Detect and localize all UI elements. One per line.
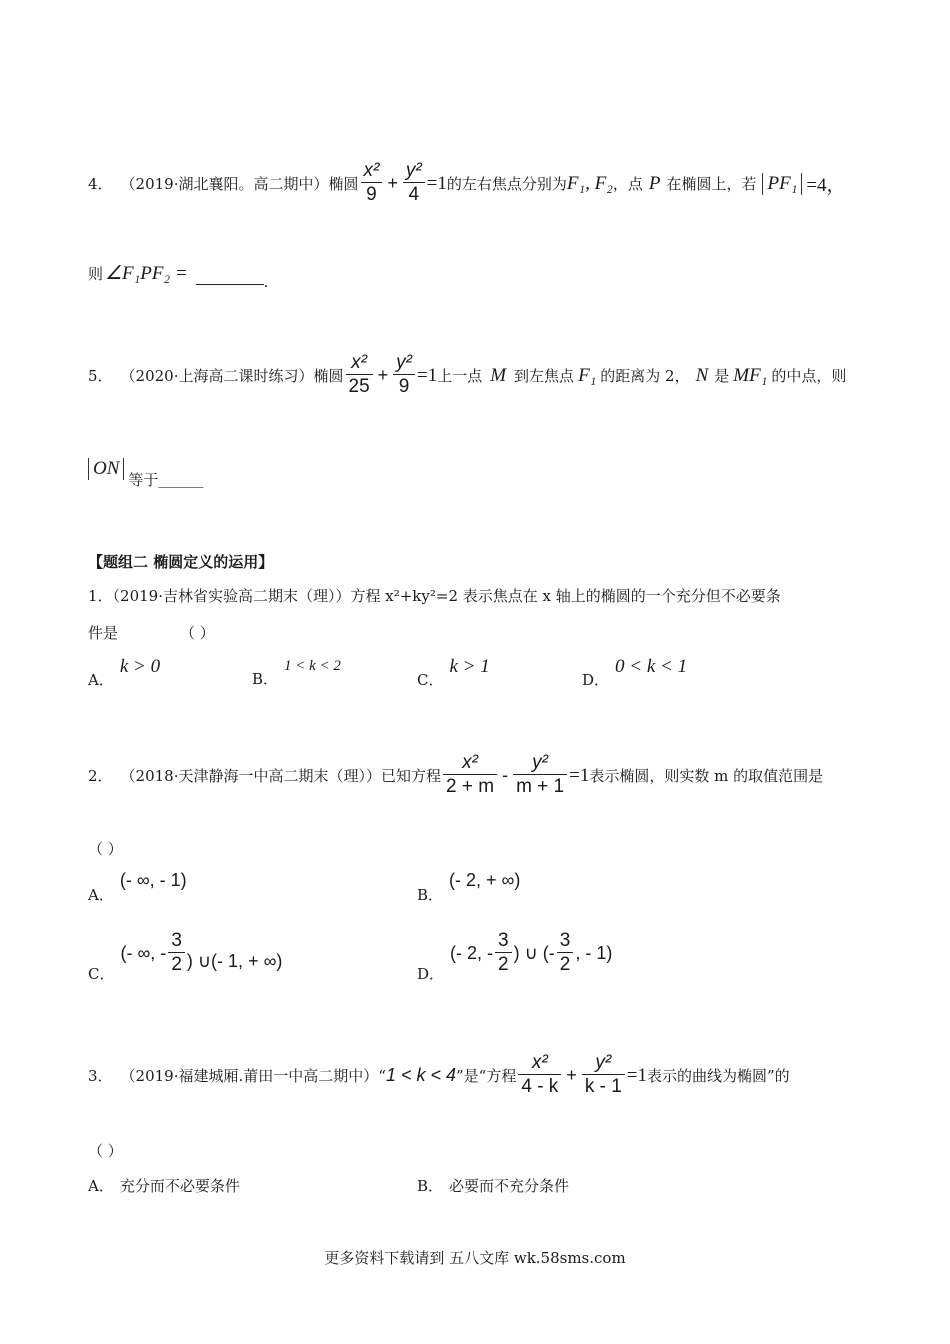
footer: 更多资料下载请到 五八文库 wk.58sms.com bbox=[324, 1249, 626, 1267]
text: 表示的曲线为椭圆”的 bbox=[646, 1067, 790, 1085]
option-math: ) ∪ (- bbox=[513, 943, 555, 963]
text: ，点 bbox=[612, 175, 643, 193]
answer-blank[interactable]: ______ bbox=[158, 470, 204, 488]
option-text: 充分而不必要条件 bbox=[119, 1177, 240, 1195]
text: 表示椭圆，则实数 m 的取值范围是 bbox=[589, 767, 824, 785]
equation-rhs: =1 bbox=[416, 364, 438, 386]
equation-rhs: =1 bbox=[626, 1064, 647, 1086]
question-number: 3． bbox=[88, 1067, 113, 1085]
math-segment: MF₁ bbox=[733, 364, 768, 386]
option-label: D． bbox=[417, 965, 445, 983]
option-math: , - 1) bbox=[575, 943, 613, 963]
text: 的中点，则 bbox=[771, 367, 847, 385]
math-abs: ON bbox=[88, 458, 124, 480]
text: 到左焦点 bbox=[514, 367, 575, 385]
question-5-line2 bbox=[88, 458, 204, 489]
text: 的距离为 2， bbox=[600, 367, 690, 385]
question-number: 2． bbox=[88, 767, 113, 785]
option-label: D． bbox=[582, 670, 610, 689]
option-c[interactable] bbox=[88, 930, 283, 983]
option-label: B． bbox=[252, 670, 279, 688]
group2-q2 bbox=[88, 752, 823, 799]
fraction: $\frac{\text{x²}}{9}$ bbox=[361, 160, 383, 207]
option-label: C． bbox=[88, 965, 115, 983]
answer-paren: （ ） bbox=[88, 840, 123, 858]
option-label: C． bbox=[417, 670, 444, 689]
option-d[interactable] bbox=[417, 930, 613, 983]
math-focus: F₁ bbox=[578, 364, 597, 386]
fraction: $\frac{\text{y²}}{m + 1}$ bbox=[513, 752, 567, 799]
question-4: 4． （2019·湖北襄阳。高二期中）椭圆 $\frac{\text{x²}}{9}$ + $\frac{\text{y²}}{4}$ =1 的左右焦点分别为 F₁, F₂ ，点 P 在椭圆上，若 PF₁ =4， bbox=[88, 160, 846, 205]
option-c[interactable] bbox=[417, 656, 490, 689]
question-number: 4． bbox=[88, 175, 113, 193]
option-math: (- 2, + ∞) bbox=[449, 870, 521, 890]
option-b[interactable] bbox=[417, 870, 521, 904]
group2-q1-line1: 1．（2019·吉林省实验高二期末（理））方程 x²+ky²=2 表示焦点在 x 轴上的椭圆的一个充分但不必要条 bbox=[88, 587, 781, 605]
option-label: B． bbox=[417, 886, 444, 904]
fraction: $\frac{3}{2}$ bbox=[495, 930, 512, 977]
question-4-line2 bbox=[88, 262, 269, 291]
question-source: （2020·上海高二课时练习）椭圆 bbox=[120, 367, 344, 385]
text: 是 bbox=[714, 367, 730, 385]
option-math: k > 0 bbox=[119, 656, 161, 677]
option-math: (- ∞, - 1) bbox=[119, 870, 187, 890]
group2-q1-line2 bbox=[88, 622, 215, 643]
option-math: 1 < k < 2 bbox=[284, 658, 341, 674]
fraction: $\frac{\text{x²}}{2 + m}$ bbox=[443, 752, 497, 799]
math-condition: =4， bbox=[806, 175, 846, 196]
option-math: 0 < k < 1 bbox=[615, 656, 688, 677]
option-label: A． bbox=[88, 1177, 114, 1195]
option-a[interactable] bbox=[88, 1175, 240, 1196]
answer-blank[interactable] bbox=[196, 283, 264, 285]
operator: - bbox=[502, 765, 509, 785]
option-math: k > 1 bbox=[449, 656, 490, 677]
math-foci: F₁, F₂ bbox=[566, 172, 613, 194]
fraction: $\frac{\text{y²}}{9}$ bbox=[393, 352, 415, 399]
text: ”是“方程 bbox=[456, 1067, 517, 1085]
math-abs: PF₁ bbox=[762, 173, 802, 195]
math-point-n: N bbox=[695, 364, 709, 386]
option-b[interactable] bbox=[252, 656, 341, 688]
option-b[interactable] bbox=[417, 1175, 569, 1196]
text: 上一点 bbox=[437, 367, 483, 385]
text: 在椭圆上，若 bbox=[666, 175, 757, 193]
fraction: $\frac{\text{x²}}{25}$ bbox=[346, 352, 373, 399]
answer-paren: （ ） bbox=[180, 624, 215, 642]
text: 等于 bbox=[128, 470, 159, 489]
math-point: P bbox=[648, 172, 661, 194]
fraction: $\frac{\text{x²}}{4 - k}$ bbox=[518, 1052, 561, 1099]
option-a[interactable] bbox=[88, 656, 161, 689]
option-math: (- 2, - bbox=[450, 943, 494, 963]
question-source: （2018·天津静海一中高二期末（理））已知方程 bbox=[120, 767, 441, 785]
fraction: $\frac{3}{2}$ bbox=[168, 930, 185, 977]
text: 件是 bbox=[88, 624, 119, 642]
option-math: (- ∞, - bbox=[120, 943, 167, 963]
math-condition: 1 < k < 4 bbox=[385, 1065, 456, 1085]
fraction: $\frac{3}{2}$ bbox=[557, 930, 574, 977]
text: 的左右焦点分别为 bbox=[446, 175, 567, 193]
fraction: $\frac{\text{y²}}{4}$ bbox=[403, 160, 425, 207]
equation-rhs: =1 bbox=[569, 764, 590, 786]
fraction: $\frac{\text{y²}}{k - 1}$ bbox=[582, 1052, 625, 1099]
option-math: ) ∪(- 1, + ∞) bbox=[186, 951, 283, 971]
group2-q3: 3． （2019·福建城厢.莆田一中高二期中）“ 1 < k < 4 ”是“方程 $\frac{\text{x²}}{4 - k}$ + $\frac{\text{y²}}{k - 1}$ =1 表示的曲线为椭圆”的 bbox=[88, 1052, 790, 1097]
question-source: （2019·福建城厢.莆田一中高二期中）“ bbox=[120, 1067, 386, 1085]
option-d[interactable] bbox=[582, 656, 688, 689]
math-angle: ∠F₁PF₂ = bbox=[105, 263, 188, 284]
option-label: A． bbox=[88, 886, 114, 904]
math-point-m: M bbox=[490, 364, 507, 386]
question-number: 5． bbox=[88, 367, 113, 385]
question-source: （2019·湖北襄阳。高二期中）椭圆 bbox=[120, 175, 359, 193]
option-text: 必要而不充分条件 bbox=[449, 1177, 570, 1195]
section-title: 【题组二 椭圆定义的运用】 bbox=[88, 553, 274, 571]
option-label: A． bbox=[88, 670, 114, 689]
option-a[interactable] bbox=[88, 870, 187, 904]
text: 则 bbox=[88, 265, 104, 283]
text: . bbox=[263, 272, 269, 291]
equation-rhs: =1 bbox=[426, 172, 447, 194]
question-5: 5． （2020·上海高二课时练习）椭圆 $\frac{\text{x²}}{25}$ + $\frac{\text{y²}}{9}$ =1 上一点 M 到左焦点 F₁ 的距离为 2， N 是 MF₁ 的中点，则 bbox=[88, 352, 847, 397]
answer-paren: （ ） bbox=[88, 1142, 123, 1160]
option-label: B． bbox=[417, 1177, 444, 1195]
